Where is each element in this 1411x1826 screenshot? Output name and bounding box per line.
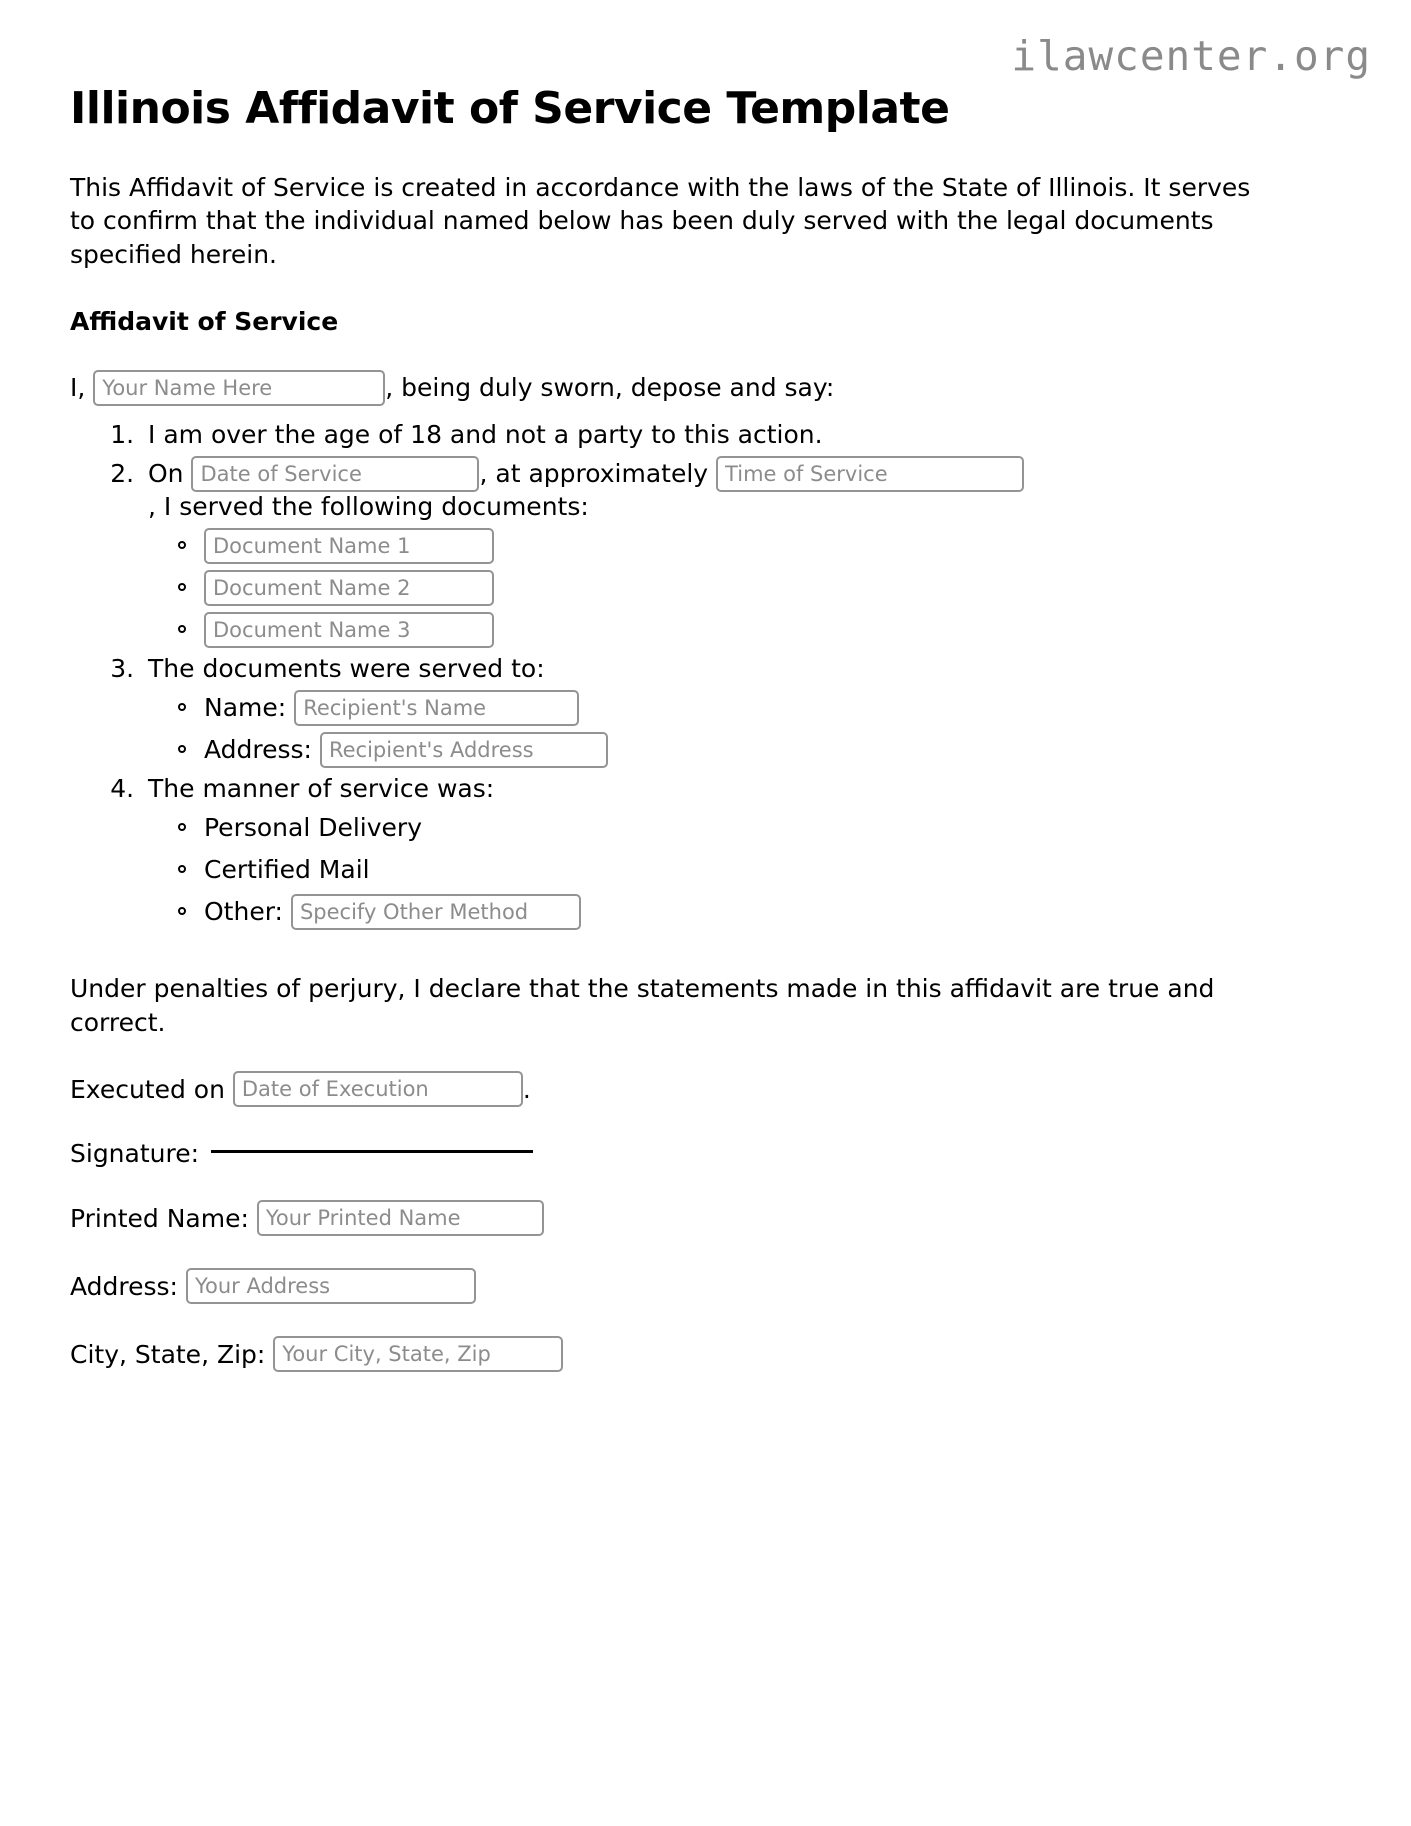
document-name-list: [148, 528, 1341, 648]
signature-label: Signature:: [70, 1139, 200, 1169]
item3-text: The documents were served to:: [148, 654, 545, 684]
site-watermark: ilawcenter.org: [1011, 32, 1371, 80]
sworn-statement-line: [70, 370, 1341, 406]
item1-text: I am over the age of 18 and not a party to this action.: [148, 420, 823, 450]
sworn-prefix-text: I,: [70, 373, 94, 403]
list-item-document-2: [204, 570, 1341, 606]
list-item-recipient: [142, 654, 1341, 768]
signature-line[interactable]: [211, 1150, 533, 1153]
executed-on-row: [70, 1071, 1341, 1107]
recipient-name-label: Name:: [204, 693, 287, 723]
list-item-recipient-name: [204, 690, 1341, 726]
list-item-certified-mail[interactable]: [204, 852, 1341, 888]
date-of-execution-input[interactable]: [233, 1071, 523, 1107]
item2-text-part1: 2. On: [148, 459, 192, 489]
manner-of-service-list: [148, 810, 1341, 930]
other-method-input[interactable]: [291, 894, 581, 930]
address-input[interactable]: [186, 1268, 476, 1304]
item2-inline-row: [148, 456, 1341, 522]
city-state-zip-row: [70, 1336, 1341, 1372]
intro-paragraph: This Affidavit of Service is created in accordance with the laws of the State of Illinois. It serves to confirm that the individual named below has been duly served with the legal documents specified herein.: [70, 172, 1251, 269]
list-item-document-3: [204, 612, 1341, 648]
certified-mail-label: Certified Mail: [204, 855, 370, 885]
printed-name-label: Printed Name:: [70, 1203, 249, 1233]
executed-on-period: .: [522, 1074, 531, 1104]
item4-text: The manner of service was:: [148, 774, 495, 804]
page-title: Illinois Affidavit of Service Template: [70, 83, 950, 134]
item2-text-part3: , I served the following documents:: [148, 492, 589, 522]
list-item-service-details: [142, 456, 1341, 648]
list-item-personal-delivery[interactable]: [204, 810, 1341, 846]
time-of-service-input[interactable]: [716, 456, 1024, 492]
document-name-2-input[interactable]: [204, 570, 494, 606]
recipient-detail-list: [148, 690, 1341, 768]
document-name-1-input[interactable]: [204, 528, 494, 564]
city-state-zip-label: City, State, Zip:: [70, 1339, 266, 1369]
sworn-suffix-text: , being duly sworn, depose and say:: [385, 373, 835, 403]
recipient-address-label: Address:: [204, 735, 312, 765]
your-name-input[interactable]: [93, 370, 385, 406]
printed-name-input[interactable]: [257, 1200, 544, 1236]
list-item-age-statement: [142, 420, 1341, 450]
address-row: [70, 1268, 1341, 1304]
affidavit-statement-list: [70, 420, 1341, 930]
item2-text-part2: , at approximately: [479, 459, 717, 489]
date-of-service-input[interactable]: [191, 456, 479, 492]
list-item-document-1: [204, 528, 1341, 564]
list-item-other-method: [204, 894, 1341, 930]
list-item-recipient-address: [204, 732, 1341, 768]
printed-name-row: [70, 1200, 1341, 1236]
personal-delivery-label: Personal Delivery: [204, 813, 422, 843]
signature-row: [70, 1139, 1341, 1168]
address-label: Address:: [70, 1271, 178, 1301]
recipient-address-input[interactable]: [320, 732, 608, 768]
executed-on-label: Executed on: [70, 1074, 233, 1104]
document-name-3-input[interactable]: [204, 612, 494, 648]
section-heading-affidavit: Affidavit of Service: [70, 307, 339, 337]
other-method-label: Other:: [204, 897, 283, 927]
list-item-manner-of-service: [142, 774, 1341, 930]
recipient-name-input[interactable]: [294, 690, 579, 726]
perjury-declaration-paragraph: Under penalties of perjury, I declare that the statements made in this affidavit are true and correct.: [70, 974, 1215, 1037]
city-state-zip-input[interactable]: [273, 1336, 563, 1372]
